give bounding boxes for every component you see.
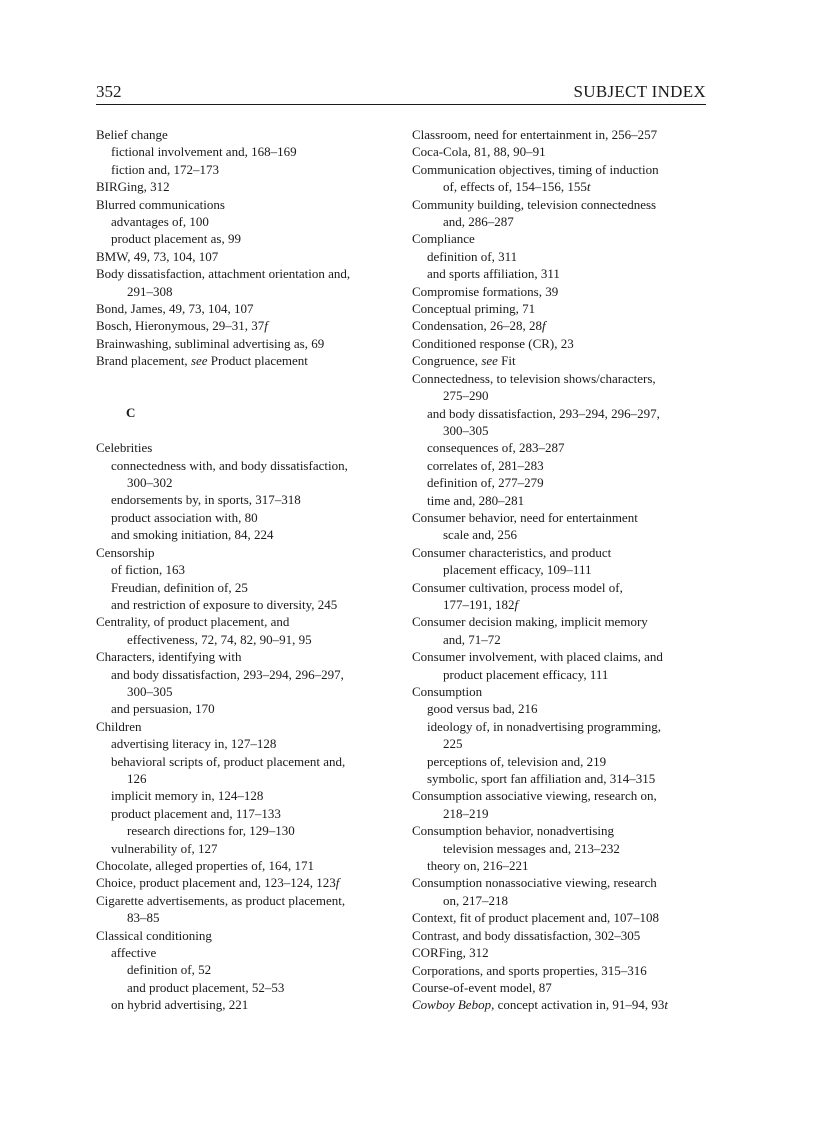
index-entry (96, 352, 396, 369)
index-subentry (412, 753, 712, 770)
entry-text: Consumer behavior, need for entertainment (412, 509, 638, 525)
entry-text: Cigarette advertisements, as product placement, (96, 892, 346, 908)
index-entry (412, 613, 712, 630)
entry-text: 291–308 (127, 283, 173, 299)
entry-text: product association with, 80 (111, 509, 258, 525)
entry-text: t (664, 997, 668, 1013)
entry-text: Condensation, 26–28, 28 (412, 318, 542, 334)
entry-text: Celebrities (96, 440, 153, 456)
index-entry (412, 300, 712, 317)
index-entry (412, 509, 712, 526)
index-entry (412, 335, 712, 352)
index-continuation (412, 840, 712, 857)
entry-text: f (514, 596, 519, 612)
entry-text: and, 71–72 (443, 631, 501, 647)
index-subentry (96, 457, 396, 474)
index-continuation (412, 735, 712, 752)
entry-text: implicit memory in, 124–128 (111, 788, 264, 804)
index-entry (412, 683, 712, 700)
entry-text: Brainwashing, subliminal advertising as, 69 (96, 335, 325, 351)
index-entry (412, 874, 712, 891)
index-entry (96, 265, 396, 282)
index-subentry (412, 857, 712, 874)
entry-text: Consumption (412, 684, 483, 699)
index-entry (96, 544, 396, 561)
entry-text: and persuasion, 170 (111, 701, 215, 717)
entry-text: Body dissatisfaction, attachment orientation and, (96, 266, 351, 282)
entry-text: effectiveness, 72, 74, 82, 90–91, 95 (127, 631, 312, 647)
index-entry (96, 335, 396, 352)
index-entry (412, 944, 712, 961)
index-entry (96, 892, 396, 909)
entry-text: Children (96, 718, 142, 734)
index-continuation (412, 213, 712, 230)
index-entry (412, 787, 712, 804)
entry-text: see (481, 353, 498, 369)
index-entry (412, 579, 712, 596)
index-column-right (412, 126, 712, 1014)
entry-text: 83–85 (127, 910, 160, 926)
index-entry (412, 927, 712, 944)
index-subentry (96, 213, 396, 230)
index-subentry (412, 265, 712, 282)
entry-text: f (542, 318, 546, 334)
entry-text: Consumer decision making, implicit memory (412, 614, 648, 630)
index-subentry (412, 700, 712, 717)
index-continuation (96, 961, 396, 978)
entry-text: definition of, 311 (427, 248, 518, 264)
entry-text: product placement efficacy, 111 (443, 666, 609, 682)
blank-line (96, 387, 396, 404)
index-subentry (412, 492, 712, 509)
index-subentry (96, 161, 396, 178)
index-entry (412, 909, 712, 926)
entry-text: t (586, 179, 591, 195)
index-continuation (96, 683, 396, 700)
blank-line (96, 370, 396, 387)
entry-text: of, effects of, 154–156, 155 (443, 179, 587, 195)
entry-text: definition of, 277–279 (427, 475, 544, 491)
entry-text: Congruence, (412, 353, 482, 369)
entry-text: 225 (443, 736, 463, 752)
entry-text: affective (111, 945, 157, 961)
entry-text: research directions for, 129–130 (127, 823, 295, 839)
entry-text: consequences of, 283–287 (427, 440, 565, 456)
index-continuation (96, 822, 396, 839)
index-entry (96, 927, 396, 944)
entry-text: BIRGing, 312 (96, 179, 170, 195)
entry-text: Context, fit of product placement and, 107–108 (412, 910, 659, 926)
page-number: 352 (96, 82, 122, 101)
index-entry (412, 352, 712, 369)
index-subentry (96, 735, 396, 752)
index-subentry (412, 718, 712, 735)
index-entry (412, 317, 712, 334)
entry-text: connectedness with, and body dissatisfaction, (111, 457, 348, 473)
entry-text: and product placement, 52–53 (127, 979, 285, 995)
entry-text: and, 286–287 (443, 214, 514, 230)
index-continuation (412, 387, 712, 404)
entry-text: Compliance (412, 231, 475, 247)
entry-text: product placement as, 99 (111, 231, 241, 247)
index-continuation (96, 979, 396, 996)
index-continuation (96, 631, 396, 648)
entry-text: Connectedness, to television shows/characters, (412, 370, 656, 386)
index-entry (412, 126, 712, 143)
entry-text: Classroom, need for entertainment in, 256–257 (412, 127, 658, 142)
index-subentry (412, 474, 712, 491)
index-continuation (412, 178, 712, 195)
index-subentry (96, 509, 396, 526)
entry-text: Community building, television connectedness (412, 196, 657, 212)
index-column-left (96, 126, 396, 1014)
entry-text: and body dissatisfaction, 293–294, 296–297, (111, 666, 344, 682)
entry-text: Censorship (96, 544, 155, 560)
index-entry (412, 544, 712, 561)
entry-text: and sports affiliation, 311 (427, 266, 560, 282)
entry-text: Communication objectives, timing of induction (412, 161, 659, 177)
index-subentry (96, 996, 396, 1013)
entry-text: Consumption associative viewing, research on, (412, 788, 657, 804)
entry-text: behavioral scripts of, product placement and, (111, 753, 346, 769)
entry-text: and smoking initiation, 84, 224 (111, 527, 274, 543)
entry-text: Contrast, and body dissatisfaction, 302–305 (412, 927, 641, 943)
entry-text: Characters, identifying with (96, 649, 242, 665)
index-continuation (96, 770, 396, 787)
entry-text: 218–219 (443, 805, 489, 821)
entry-text: CORFing, 312 (412, 945, 489, 961)
page-header (96, 82, 706, 105)
index-subentry (96, 561, 396, 578)
entry-text: vulnerability of, 127 (111, 840, 218, 856)
index-subentry (96, 840, 396, 857)
index-subentry (412, 770, 712, 787)
index-entry (96, 648, 396, 665)
entry-text: Compromise formations, 39 (412, 283, 559, 299)
entry-text: Classical conditioning (96, 927, 212, 943)
index-subentry (96, 230, 396, 247)
entry-text: 275–290 (443, 388, 489, 404)
index-entry (412, 196, 712, 213)
index-continuation (412, 526, 712, 543)
entry-text: Cowboy Bebop (412, 997, 492, 1013)
entry-text: of fiction, 163 (111, 562, 186, 578)
entry-text: advertising literacy in, 127–128 (111, 736, 277, 752)
index-entry (96, 718, 396, 735)
index-subentry (96, 700, 396, 717)
entry-text: Brand placement, (96, 353, 191, 369)
index-entry (412, 648, 712, 665)
entry-text: product placement and, 117–133 (111, 805, 281, 821)
entry-text: on hybrid advertising, 221 (111, 997, 249, 1013)
index-entry (412, 822, 712, 839)
section-heading (96, 404, 396, 421)
index-entry (412, 283, 712, 300)
index-continuation (412, 422, 712, 439)
index-entry (412, 979, 712, 996)
entry-text: Consumption nonassociative viewing, research (412, 875, 657, 891)
index-subentry (96, 666, 396, 683)
index-entry (96, 300, 396, 317)
index-subentry (96, 944, 396, 961)
entry-text: , concept activation in, 91–94, 93 (491, 997, 665, 1013)
entry-text: Consumer involvement, with placed claims, and (412, 649, 663, 665)
entry-text: 177–191, 182 (443, 596, 515, 612)
index-entry (96, 613, 396, 630)
index-continuation (96, 283, 396, 300)
index-entry (96, 126, 396, 143)
entry-text: good versus bad, 216 (427, 701, 538, 717)
index-subentry (412, 457, 712, 474)
blank-line (96, 422, 396, 439)
entry-text: ideology of, in nonadvertising programming, (427, 718, 661, 734)
index-entry (412, 230, 712, 247)
entry-text: Coca-Cola, 81, 88, 90–91 (412, 144, 546, 160)
entry-text: symbolic, sport fan affiliation and, 314–315 (427, 771, 656, 787)
index-continuation (412, 596, 712, 613)
entry-text: see (190, 353, 208, 369)
entry-text: BMW, 49, 73, 104, 107 (96, 248, 219, 264)
entry-text: scale and, 256 (443, 527, 518, 543)
index-entry (96, 248, 396, 265)
entry-text: Consumer characteristics, and product (412, 544, 612, 560)
entry-text: 300–305 (127, 683, 173, 699)
index-subentry (96, 491, 396, 508)
index-subentry (412, 439, 712, 456)
entry-text: fictional involvement and, 168–169 (111, 144, 297, 160)
entry-text: f (264, 318, 268, 334)
index-entry (96, 196, 396, 213)
index-continuation (96, 474, 396, 491)
index-entry (96, 439, 396, 456)
index-entry (412, 143, 712, 160)
entry-text: and body dissatisfaction, 293–294, 296–297, (427, 405, 660, 421)
index-subentry (96, 753, 396, 770)
entry-text: definition of, 52 (127, 962, 212, 978)
entry-text: time and, 280–281 (427, 492, 525, 508)
entry-text: and restriction of exposure to diversity, 245 (111, 596, 338, 612)
entry-text: theory on, 216–221 (427, 858, 529, 874)
index-subentry (96, 143, 396, 160)
index-continuation (412, 666, 712, 683)
entry-text: C (126, 405, 136, 421)
index-entry (96, 857, 396, 874)
entry-text: Conceptual priming, 71 (412, 301, 536, 317)
entry-text: Consumption behavior, nonadvertising (412, 823, 615, 839)
entry-text: endorsements by, in sports, 317–318 (111, 492, 301, 508)
index-subentry (96, 596, 396, 613)
entry-text: television messages and, 213–232 (443, 840, 620, 856)
running-head: SUBJECT INDEX (573, 82, 706, 101)
index-continuation (96, 909, 396, 926)
index-subentry (412, 405, 712, 422)
entry-text: Chocolate, alleged properties of, 164, 171 (96, 858, 315, 874)
entry-text: Product placement (207, 353, 308, 369)
entry-text: f (335, 875, 340, 891)
index-subentry (412, 248, 712, 265)
index-entry (96, 178, 396, 195)
entry-text: Freudian, definition of, 25 (111, 579, 248, 595)
entry-text: Corporations, and sports properties, 315–316 (412, 962, 647, 978)
entry-text: Bosch, Hieronymous, 29–31, 37 (96, 318, 265, 334)
index-continuation (412, 631, 712, 648)
index-subentry (96, 579, 396, 596)
entry-text: correlates of, 281–283 (427, 457, 544, 473)
index-continuation (412, 805, 712, 822)
entry-text: Belief change (96, 127, 168, 142)
entry-text: placement efficacy, 109–111 (443, 562, 592, 578)
entry-text: 126 (127, 770, 147, 786)
index-subentry (96, 805, 396, 822)
entry-text: 300–305 (443, 422, 489, 438)
entry-text: Blurred communications (96, 196, 225, 212)
index-entry (96, 317, 396, 334)
entry-text: 300–302 (127, 475, 173, 491)
index-entry (412, 161, 712, 178)
index-subentry (96, 787, 396, 804)
entry-text: Conditioned response (CR), 23 (412, 335, 574, 351)
index-subentry (96, 526, 396, 543)
entry-text: Course-of-event model, 87 (412, 979, 552, 995)
entry-text: Fit (497, 353, 516, 369)
entry-text: Bond, James, 49, 73, 104, 107 (96, 301, 254, 317)
entry-text: Centrality, of product placement, and (96, 614, 290, 630)
entry-text: perceptions of, television and, 219 (427, 753, 607, 769)
index-continuation (412, 561, 712, 578)
entry-text: fiction and, 172–173 (111, 161, 219, 177)
index-continuation (412, 892, 712, 909)
entry-text: Consumer cultivation, process model of, (412, 579, 623, 595)
entry-text: advantages of, 100 (111, 214, 209, 230)
index-entry (412, 996, 712, 1013)
entry-text: Choice, product placement and, 123–124, 123 (96, 875, 336, 891)
index-entry (412, 370, 712, 387)
entry-text: on, 217–218 (443, 892, 508, 908)
index-entry (96, 874, 396, 891)
index-entry (412, 962, 712, 979)
